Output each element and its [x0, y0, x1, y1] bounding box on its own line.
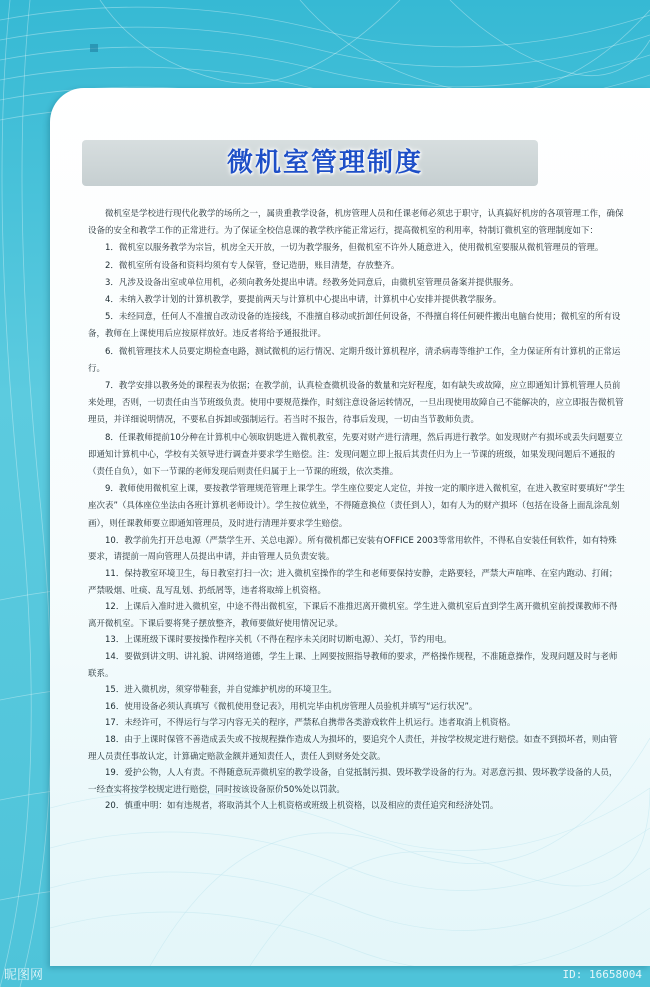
- corner-mark-icon: [90, 44, 98, 52]
- rule-item: 6．微机管理技术人员要定期检查电路，测试微机的运行情况、定期升级计算机程序，清杀病毒等维护工作，全力保证所有计算机的正常运行。: [88, 346, 621, 374]
- rules-content: [88, 206, 625, 815]
- rule-item: 14．要做到讲文明、讲礼貌、讲网络道德，学生上课、上网要按照指导教师的要求，严格操作规程，不准随意操作，发现问题及时与老师联系。: [88, 652, 618, 679]
- rule-item: 17．未经许可，不得运行与学习内容无关的程序，严禁私自携带各类游戏软件上机运行。违者取消上机资格。: [105, 718, 516, 729]
- rule-item: 16．使用设备必须认真填写《微机使用登记表》，用机完毕由机房管理人员验机并填写“运行状况”。: [105, 701, 478, 712]
- rule-item: 13．上课班级下课时要按操作程序关机（不得在程序未关闭时切断电源）、关灯，节约用电。: [105, 635, 452, 646]
- rule-item: 15．进入微机房，须穿带鞋套，并自觉維护机房的环境卫生。: [105, 685, 337, 696]
- rule-item: 7．教学安排以教务处的课程表为依据；在教学前，认真检查微机设备的数量和完好程度，如有缺失或故障，应立即通知计算机管理人员前来处理，否则，一切责任由当节班级负责。使用中要规范操作，时刻注意设备运转情况，一旦出现使用故障自己不能解决的，应立即报告微机管理员，并详细说明情况，不要私自拆卸或强制运行。若当时不报告，待事后发现，一切由当节教师负责。: [88, 381, 624, 426]
- rule-item: 12．上课后入准时进入微机室，中途不得出微机室，下课后不准推迟离开微机室。学生进入微机室后直到学生离开微机室前授课教师不得离开微机室。下课后要将凳子摆放整齐，教师要做好使用情况记录。: [88, 602, 618, 629]
- intro-paragraph: 微机室是学校进行现代化教学的场所之一，属贵重教学设备，机房管理人员和任课老师必须忠于职守，认真搞好机房的各项管理工作，确保设备的安全和教学工作的正常进行。为了保证全校信息课的教学秩序能正常运行，提高微机室的利用率，特制订微机室的管理制度如下：: [88, 209, 624, 237]
- rule-item: 11．保持教室环境卫生，每日教室打扫一次；进入微机室操作的学生和老师要保持安静，走路要轻，严禁大声喧哗、在室内跑动、打闹；严禁吸烟、吐痰、乱写乱划、扔纸屑等，违者将取缔上机资格。: [88, 569, 618, 596]
- rule-item: 8．任课教师提前10分种在计算机中心领取钥匙进入微机教室，先要对财产进行清理，然后再进行教学。如发现财产有损坏或丢失问题要立即通知计算机中心，学校有关领导进行调查并要求学生赔偿。注：发现问题立即上报后其责任归为上一节课的班级，如果发现问题后不通报的（责任自负），如下一节课的老师发现后则责任归属于上一节课的班级，依次类推。: [88, 432, 623, 478]
- rule-item: 19．爱护公物，人人有责。不得随意玩弄微机室的教学设备，自觉抵制污损、毁坏教学设备的行为。对恶意污损、毁坏教学设备的人员，一经查实将按学校规定进行赔偿，同时按该设备原价50%处以罚款。: [88, 768, 618, 795]
- watermark-id: ID: 16658004: [562, 968, 642, 981]
- rule-item: 1．微机室以服务教学为宗旨，机房全天开放，一切为教学服务，但微机室不许外人随意进入，使用微机室要服从微机管理员的管理。: [105, 243, 604, 254]
- rule-item: 4．未纳入教学计划的计算机教学，要提前两天与计算机中心提出申请，计算机中心安排并提供教学服务。: [105, 295, 502, 306]
- rule-item: 3．凡涉及设备出室或单位用机，必须向教务处提出申请。经教务处同意后，由微机室管理员备案并提供服务。: [105, 277, 519, 288]
- rule-item: 9．教师使用微机室上课，要按教学管理规范管理上课学生。学生座位要定人定位，并按一定的顺序进入微机室，在进入教室时要填好“学生座次表”（具体座位坐法由各班计算机老师设计）。学生按位就坐，不得随意换位（责任到人），如有人为的财产损坏（包括在设备上面乱涂乱刻画），则任课教师要立即通知管理员，及时进行清理并要求学生赔偿。: [88, 484, 625, 529]
- rule-item: 2．微机室所有设备和资料均须有专人保管，登记造册，账目清楚，存放整齐。: [105, 260, 400, 271]
- rule-item: 10．教学前先打开总电源（严禁学生开、关总电源）。所有微机都已安装有OFFICE 2003等常用软件，不得私自安装任何软件，如有特殊要求，请提前一周向管理人员提出申请，并由管理人员负责安装。: [88, 535, 617, 563]
- nipic-logo: [4, 964, 50, 984]
- rule-item: 18．由于上课时保管不善造成丢失或不按规程操作造成人为损坏的，要追究个人责任，并按学校规定进行赔偿。如查不到损坏者，则由管理人员责任事故认定，计算确定赔款金额并通知责任人，责任人到财务处交款。: [88, 734, 618, 762]
- svg-text:昵图网: 昵图网: [4, 968, 44, 983]
- rule-item: 20．慎重申明：如有违规者，将取消其个人上机资格或班级上机资格，以及相应的责任追究和经济处罚。: [105, 801, 499, 812]
- rule-item: 5．未经同意，任何人不准擅自改动设备的连接线，不准擅自移动或折卸任何设备，不得擅自将任何硬件搬出电脑台使用；微机室的所有设备，教师在上课使用后应按原样放好。违反者将给予通报批评。: [88, 312, 621, 340]
- page-title: 微机室管理制度: [226, 148, 423, 178]
